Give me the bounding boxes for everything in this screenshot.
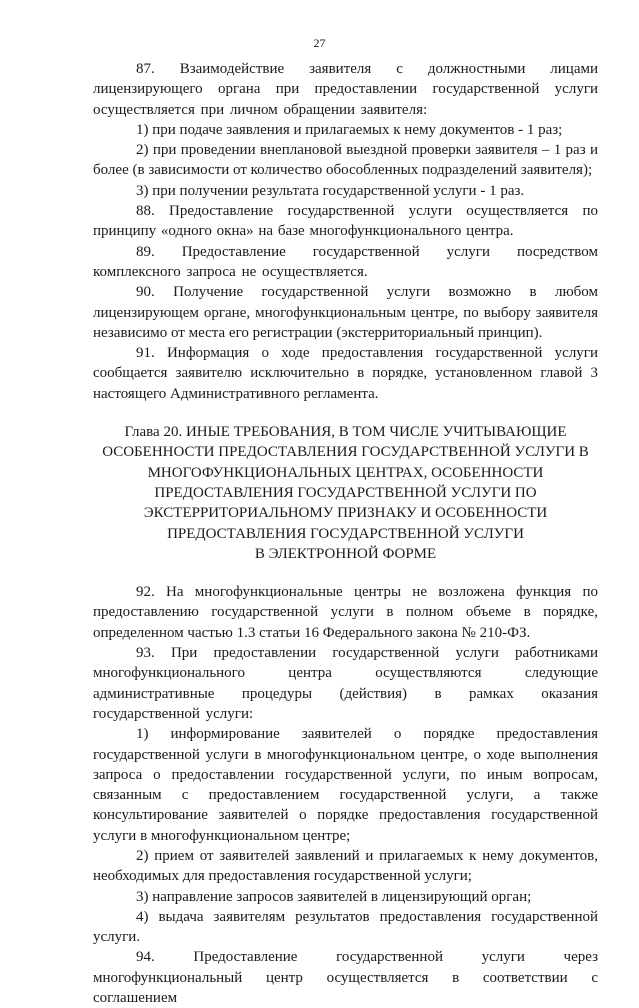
chapter-heading-line: ПРЕДОСТАВЛЕНИЯ ГОСУДАРСТВЕННОЙ УСЛУГИ [167, 525, 524, 542]
paragraph-93: 93. При предоставлении государственной услуги работниками многофункционального центра осуществляются следующие административные процедуры (действия) в рамках оказания государственной услуги: [93, 645, 598, 722]
chapter-heading-line: В ЭЛЕКТРОННОЙ ФОРМЕ [254, 545, 437, 562]
page-number: 27 [313, 36, 326, 50]
chapter-heading-line: Глава 20. ИНЫЕ ТРЕБОВАНИЯ, В ТОМ ЧИСЛЕ УЧИТЫВАЮЩИЕ [124, 424, 567, 441]
chapter-heading [93, 422, 598, 564]
paragraph-87: 87. Взаимодействие заявителя с должностными лицами лицензирующего органа при предоставлении государственной услуги осуществляется при личном обращении заявителя: [93, 61, 598, 118]
paragraph-87-item-2: 2) при проведении внеплановой выездной проверки заявителя – 1 раз и более (в зависимости от количество обособленных подразделений заявителя); [93, 142, 598, 179]
paragraph-93-item-2: 2) прием от заявителей заявлений и прилагаемых к нему документов, необходимых для предоставления государственной услуги; [93, 847, 598, 885]
paragraph-89: 89. Предоставление государственной услуги посредством комплексного запроса не осуществляется. [93, 243, 598, 280]
paragraph-93-item-1: 1) информирование заявителей о порядке предоставления государственной услуги в многофункциональном центре, о ходе выполнения запроса о предоставлении государственной услуги, по иным вопросам, связанным с предоставлением государственной услуги, а также консультирование заявителей о порядке предоставления государственной услуги в многофункциональном центре; [93, 726, 598, 844]
paragraph-94: 94. Предоставление государственной услуги через многофункциональный центр осуществляется в соответствии с соглашением [93, 949, 598, 1007]
document-body [93, 59, 598, 1008]
chapter-heading-line: ОСОБЕННОСТИ ПРЕДОСТАВЛЕНИЯ ГОСУДАРСТВЕННОЙ УСЛУГИ В [102, 444, 589, 461]
paragraph-93-item-4: 4) выдача заявителям результатов предоставления государственной услуги. [93, 908, 598, 946]
paragraph-88: 88. Предоставление государственной услуги осуществляется по принципу «одного окна» на базе многофункционального центра. [93, 203, 598, 240]
chapter-heading-line: ПРЕДОСТАВЛЕНИЯ ГОСУДАРСТВЕННОЙ УСЛУГИ ПО [154, 484, 537, 501]
chapter-heading-line: МНОГОФУНКЦИОНАЛЬНЫХ ЦЕНТРАХ, ОСОБЕННОСТИ [147, 464, 544, 481]
chapter-heading-line: ЭКСТЕРРИТОРИАЛЬНОМУ ПРИЗНАКУ И ОСОБЕННОСТИ [143, 505, 548, 522]
paragraph-87-item-1: 1) при подаче заявления и прилагаемых к нему документов - 1 раз; [136, 121, 563, 138]
paragraph-90: 90. Получение государственной услуги возможно в любом лицензирующем органе, многофункциональным центре, по выбору заявителя независимо от места его регистрации (экстерриториальный принцип). [93, 284, 598, 341]
paragraph-91: 91. Информация о ходе предоставления государственной услуги сообщается заявителю исключительно в порядке, установленном главой 3 настоящего Административного регламента. [93, 345, 598, 402]
paragraph-87-item-3: 3) при получении результата государственной услуги - 1 раз. [136, 182, 525, 199]
paragraph-93-item-3: 3) направление запросов заявителей в лицензирующий орган; [136, 888, 532, 905]
paragraph-92: 92. На многофункциональные центры не возложена функция по предоставлению государственной услуги в полном объеме в порядке, определенном частью 1.3 статьи 16 Федерального закона № 210-ФЗ. [93, 584, 598, 641]
